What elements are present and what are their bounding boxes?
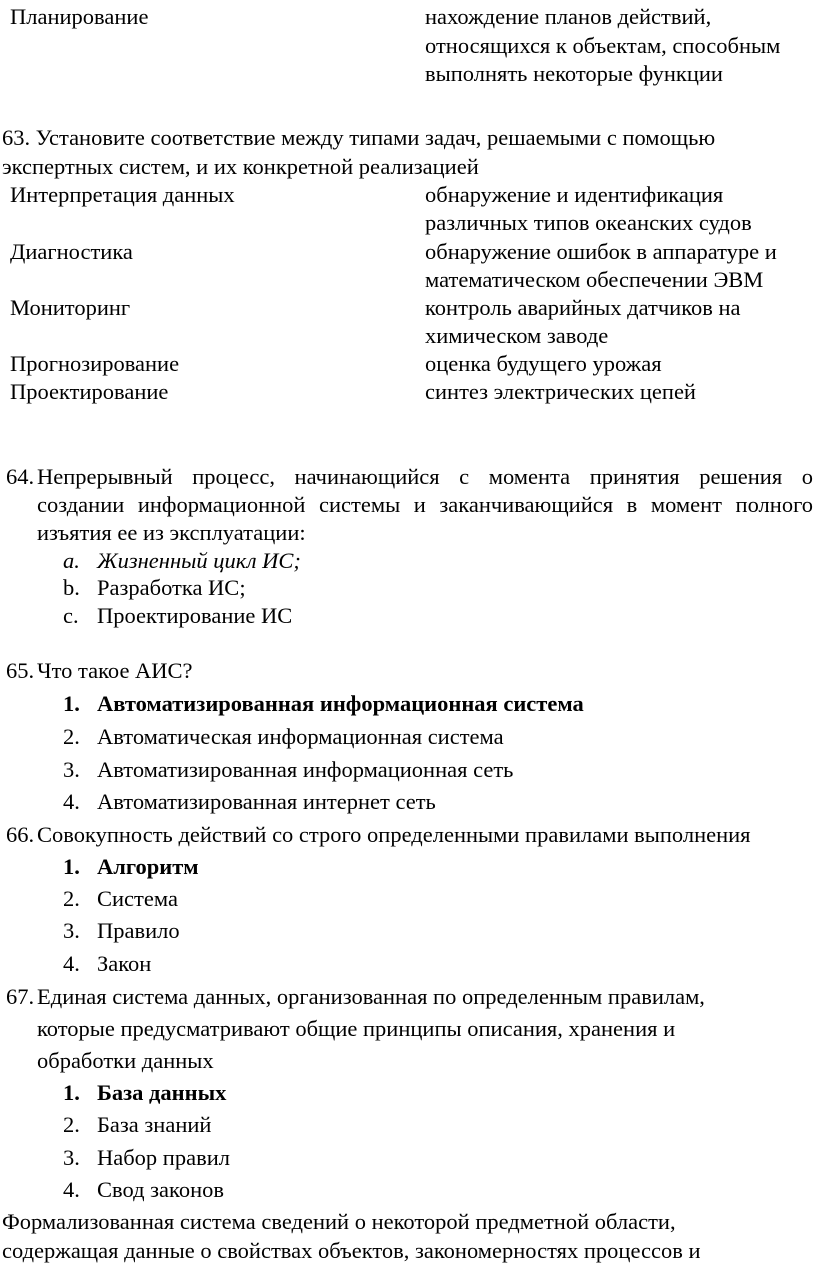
q64-line2: создании информационной системы и заканчивающийся в момент полного: [37, 492, 813, 517]
q64-option-correct: Жизненный цикл ИС;: [97, 548, 301, 573]
q63-term: Прогнозирование: [10, 351, 180, 376]
tail-line1: Формализованная система сведений о некоторой предметной области,: [2, 1209, 676, 1234]
option-marker: 4.: [63, 789, 80, 814]
q65-option-correct: Автоматизированная информационная система: [97, 691, 584, 716]
option-marker: 4.: [63, 951, 80, 976]
option-marker: c.: [63, 603, 79, 628]
q63-def-line: синтез электрических цепей: [425, 379, 696, 404]
q63-term: Проектирование: [10, 379, 169, 404]
q67-option: База знаний: [97, 1112, 212, 1137]
option-marker: 3.: [63, 1145, 80, 1170]
option-marker: 2.: [63, 724, 80, 749]
q65-number: 65.: [6, 658, 35, 683]
q67-option-correct: База данных: [97, 1080, 227, 1105]
q65-text: Что такое АИС?: [37, 658, 193, 683]
q64-line1: Непрерывный процесс, начинающийся с момента принятия решения о: [37, 464, 813, 489]
q67-line3: обработки данных: [37, 1048, 214, 1073]
q67-option: Набор правил: [97, 1145, 230, 1170]
q65-option: Автоматизированная информационная сеть: [97, 757, 514, 782]
option-marker: 1.: [63, 1080, 80, 1105]
option-marker: 3.: [63, 918, 80, 943]
option-marker: 1.: [63, 854, 80, 879]
q67-line2: которые предусматривают общие принципы описания, хранения и: [37, 1016, 676, 1041]
tail-line2: содержащая данные о свойствах объектов, закономерностях процессов и: [2, 1238, 701, 1263]
q63-term: Интерпретация данных: [10, 182, 235, 207]
q63-term: Диагностика: [10, 239, 133, 264]
option-marker: 3.: [63, 757, 80, 782]
q64-line3: изъятия ее из эксплуатации:: [37, 520, 306, 545]
q63-line1: 63. Установите соответствие между типами задач, решаемыми с помощью: [2, 125, 716, 150]
q67-line1: Единая система данных, организованная по определенным правилам,: [37, 984, 705, 1009]
q66-option: Правило: [97, 918, 180, 943]
q63-line2: экспертных систем, и их конкретной реализацией: [2, 154, 479, 179]
q63-def-line: оценка будущего урожая: [425, 351, 662, 376]
q65-option: Автоматизированная интернет сеть: [97, 789, 436, 814]
q64-option: Разработка ИС;: [97, 575, 246, 600]
option-marker: 4.: [63, 1177, 80, 1202]
q67-number: 67.: [6, 984, 35, 1009]
q63-def-line: контроль аварийных датчиков на: [425, 295, 741, 320]
q63-def-line: обнаружение ошибок в аппаратуре и: [425, 239, 777, 264]
option-marker: 2.: [63, 886, 80, 911]
q66-option: Система: [97, 886, 178, 911]
def-planning-line2: относящихся к объектам, способным: [425, 33, 781, 58]
def-planning-line1: нахождение планов действий,: [425, 4, 712, 29]
option-marker: 1.: [63, 691, 80, 716]
q67-option: Свод законов: [97, 1177, 224, 1202]
q66-option: Закон: [97, 951, 152, 976]
q66-number: 66.: [6, 822, 35, 847]
q63-def-line: химическом заводе: [425, 323, 609, 348]
q63-def-line: различных типов океанских судов: [425, 210, 752, 235]
q64-number: 64.: [6, 464, 35, 489]
q63-def-line: обнаружение и идентификация: [425, 182, 724, 207]
option-marker: b.: [63, 575, 80, 600]
q63-def-line: математическом обеспечении ЭВМ: [425, 267, 764, 292]
option-marker: 2.: [63, 1112, 80, 1137]
q63-term: Мониторинг: [10, 295, 131, 320]
q64-option: Проектирование ИС: [97, 603, 293, 628]
q66-text: Совокупность действий со строго определенными правилами выполнения: [37, 822, 751, 847]
def-planning-line3: выполнять некоторые функции: [425, 61, 723, 86]
q65-option: Автоматическая информационная система: [97, 724, 504, 749]
q66-option-correct: Алгоритм: [97, 854, 199, 879]
term-planning: Планирование: [10, 4, 149, 29]
option-marker: a.: [63, 548, 80, 573]
